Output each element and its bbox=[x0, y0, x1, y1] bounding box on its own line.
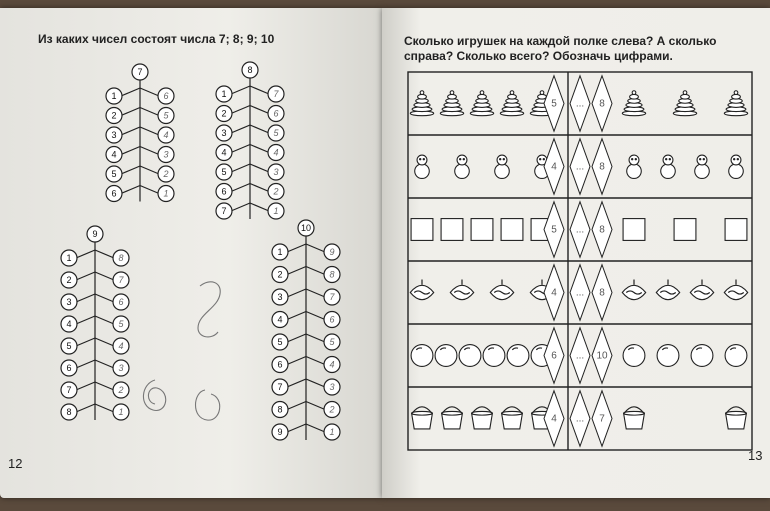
tree-branch-right bbox=[306, 424, 325, 432]
tree-right-number: 8 bbox=[329, 269, 335, 280]
bucket-rim bbox=[442, 411, 463, 415]
tree-right-number: 5 bbox=[273, 128, 279, 139]
tree-left-number: 5 bbox=[66, 341, 72, 352]
tree-left-number: 6 bbox=[221, 186, 227, 197]
tree-top-number: 10 bbox=[300, 223, 312, 234]
tree-right-number: 5 bbox=[118, 319, 124, 330]
bucket-rim bbox=[412, 411, 433, 415]
snowman-head bbox=[731, 155, 741, 165]
cube bbox=[623, 219, 645, 241]
tree-branch-left bbox=[287, 357, 306, 365]
tree-left-number: 1 bbox=[221, 89, 227, 100]
right-page bbox=[382, 8, 770, 498]
tree-left-number: 7 bbox=[221, 206, 227, 217]
answer-left-value: 4 bbox=[551, 413, 557, 425]
tree-branch-right bbox=[250, 203, 269, 211]
tree-branch-right bbox=[140, 108, 159, 116]
tree-branch-right bbox=[95, 360, 114, 368]
pyramid-ring bbox=[418, 94, 427, 99]
answer-left-value: 6 bbox=[551, 350, 557, 362]
answer-middle-value: ... bbox=[575, 161, 585, 173]
tree-branch-right bbox=[250, 125, 269, 133]
snowman-body bbox=[627, 164, 642, 179]
snowman-eye bbox=[737, 158, 739, 160]
right-page-title-line2: справа? Сколько всего? Обозначь цифрами. bbox=[404, 49, 673, 63]
answer-middle-value: ... bbox=[575, 287, 585, 299]
tree-branch-right bbox=[306, 334, 325, 342]
tree-branch-right bbox=[140, 127, 159, 135]
snowman-eye bbox=[665, 158, 667, 160]
tree-right-number: 7 bbox=[329, 292, 335, 303]
snowman-head bbox=[417, 155, 427, 165]
tree-right-number: 6 bbox=[273, 108, 279, 119]
cube bbox=[471, 219, 493, 241]
right-page-title-line1: Сколько игрушек на каждой полке слева? А сколько bbox=[404, 34, 717, 48]
pyramid-tip bbox=[632, 91, 636, 95]
pyramid-tip bbox=[540, 91, 544, 95]
pyramid-ring bbox=[538, 94, 547, 99]
tree-branch-right bbox=[306, 244, 325, 252]
pyramid-tip bbox=[420, 91, 424, 95]
snowman-head bbox=[697, 155, 707, 165]
tree-left-number: 4 bbox=[111, 149, 117, 160]
shelf-row-3 bbox=[411, 202, 747, 257]
tree-branch-right bbox=[250, 164, 269, 172]
answer-right-value: 7 bbox=[599, 413, 605, 425]
tree-branch-right bbox=[306, 289, 325, 297]
tree-right-number: 7 bbox=[273, 89, 279, 100]
cube bbox=[501, 219, 523, 241]
pencil-doodle bbox=[196, 390, 220, 420]
tree-branch-right bbox=[250, 86, 269, 94]
pyramid-tip bbox=[734, 91, 738, 95]
tree-branch-left bbox=[76, 360, 95, 368]
tree-branch-right bbox=[306, 357, 325, 365]
answer-right-value: 10 bbox=[596, 350, 608, 362]
answer-right-value: 8 bbox=[599, 98, 605, 110]
snowman-eye bbox=[669, 158, 671, 160]
tree-branch-left bbox=[231, 86, 250, 94]
tree-branch-left bbox=[287, 267, 306, 275]
cube bbox=[725, 219, 747, 241]
snowman-eye bbox=[503, 158, 505, 160]
snowman-head bbox=[629, 155, 639, 165]
tree-right-number: 4 bbox=[118, 341, 124, 352]
tree-left-number: 4 bbox=[277, 314, 283, 325]
tree-right-number: 3 bbox=[273, 167, 279, 178]
tree-left-number: 9 bbox=[277, 427, 283, 438]
pyramid-ring bbox=[448, 94, 457, 99]
snowman-eye bbox=[635, 158, 637, 160]
tree-left-number: 3 bbox=[66, 297, 72, 308]
snowman-eye bbox=[733, 158, 735, 160]
tree-branch-right bbox=[306, 379, 325, 387]
tree-left-number: 2 bbox=[111, 110, 117, 121]
tree-branch-left bbox=[121, 88, 140, 96]
snowman-body bbox=[695, 164, 710, 179]
tree-branch-left bbox=[231, 164, 250, 172]
tree-branch-left bbox=[231, 203, 250, 211]
tree-branch-right bbox=[140, 88, 159, 96]
snowman-eye bbox=[631, 158, 633, 160]
snowman-head bbox=[497, 155, 507, 165]
tree-left-number: 8 bbox=[277, 404, 283, 415]
snowman-eye bbox=[499, 158, 501, 160]
snowman-body bbox=[729, 164, 744, 179]
number-tree-10 bbox=[272, 220, 340, 440]
tree-branch-left bbox=[287, 379, 306, 387]
tree-branch-right bbox=[140, 147, 159, 155]
tree-left-number: 1 bbox=[111, 91, 117, 102]
tree-branch-left bbox=[76, 250, 95, 258]
tree-branch-left bbox=[76, 382, 95, 390]
tree-right-number: 2 bbox=[273, 186, 279, 197]
tree-right-number: 2 bbox=[329, 404, 335, 415]
tree-right-number: 9 bbox=[329, 247, 335, 258]
tree-branch-right bbox=[140, 186, 159, 194]
tree-branch-left bbox=[231, 106, 250, 114]
tree-left-number: 3 bbox=[221, 128, 227, 139]
tree-left-number: 8 bbox=[66, 407, 72, 418]
shelf-row-1 bbox=[410, 76, 747, 131]
tree-branch-right bbox=[95, 382, 114, 390]
tree-right-number: 1 bbox=[118, 407, 124, 418]
shelf-row-2 bbox=[415, 139, 744, 194]
tree-left-number: 5 bbox=[111, 169, 117, 180]
number-tree-7 bbox=[106, 64, 174, 202]
answer-left-value: 5 bbox=[551, 224, 557, 236]
tree-branch-right bbox=[95, 272, 114, 280]
tree-branch-right bbox=[250, 106, 269, 114]
tree-branch-left bbox=[121, 166, 140, 174]
pyramid-ring bbox=[508, 94, 517, 99]
toy-shelves bbox=[382, 8, 770, 498]
answer-left-value: 4 bbox=[551, 287, 557, 299]
tree-right-number: 5 bbox=[163, 110, 169, 121]
tree-left-number: 6 bbox=[66, 363, 72, 374]
tree-branch-right bbox=[95, 250, 114, 258]
tree-left-number: 2 bbox=[66, 275, 72, 286]
pyramid-tip bbox=[450, 91, 454, 95]
snowman-eye bbox=[459, 158, 461, 160]
tree-right-number: 5 bbox=[329, 337, 335, 348]
tree-left-number: 3 bbox=[277, 292, 283, 303]
tree-branch-left bbox=[231, 184, 250, 192]
left-page-title: Из каких чисел состоят числа 7; 8; 9; 10 bbox=[38, 32, 275, 46]
tree-right-number: 6 bbox=[329, 314, 335, 325]
shelf-row-5 bbox=[411, 328, 747, 383]
cube bbox=[441, 219, 463, 241]
tree-branch-left bbox=[231, 145, 250, 153]
snowman-head bbox=[663, 155, 673, 165]
snowman-eye bbox=[703, 158, 705, 160]
left-page bbox=[0, 8, 382, 498]
snowman-body bbox=[415, 164, 430, 179]
tree-branch-right bbox=[250, 184, 269, 192]
tree-branch-left bbox=[287, 289, 306, 297]
tree-right-number: 2 bbox=[163, 169, 169, 180]
snowman-eye bbox=[543, 158, 545, 160]
tree-branch-right bbox=[306, 312, 325, 320]
pyramid-ring bbox=[681, 94, 690, 99]
answer-left-value: 4 bbox=[551, 161, 557, 173]
tree-right-number: 4 bbox=[163, 130, 169, 141]
tree-branch-left bbox=[287, 334, 306, 342]
tree-branch-right bbox=[250, 145, 269, 153]
tree-top-number: 7 bbox=[137, 67, 143, 78]
tree-left-number: 5 bbox=[277, 337, 283, 348]
pyramid-tip bbox=[480, 91, 484, 95]
snowman-body bbox=[455, 164, 470, 179]
snowman-body bbox=[661, 164, 676, 179]
tree-branch-left bbox=[76, 404, 95, 412]
right-page-number: 13 bbox=[748, 448, 763, 463]
tree-branch-left bbox=[121, 186, 140, 194]
tree-right-number: 6 bbox=[163, 91, 169, 102]
tree-branch-left bbox=[76, 338, 95, 346]
pencil-doodle bbox=[198, 282, 220, 337]
pyramid-ring bbox=[732, 94, 741, 99]
answer-middle-value: ... bbox=[575, 350, 585, 362]
tree-branch-left bbox=[287, 312, 306, 320]
tree-branch-left bbox=[287, 244, 306, 252]
shelf-row-4 bbox=[410, 265, 747, 320]
answer-right-value: 8 bbox=[599, 287, 605, 299]
tree-left-number: 2 bbox=[277, 269, 283, 280]
tree-left-number: 6 bbox=[111, 188, 117, 199]
snowman-head bbox=[457, 155, 467, 165]
tree-branch-right bbox=[306, 267, 325, 275]
number-tree-8 bbox=[216, 62, 284, 219]
pyramid-ring bbox=[630, 94, 639, 99]
tree-branch-left bbox=[76, 294, 95, 302]
tree-right-number: 3 bbox=[329, 382, 335, 393]
tree-branch-right bbox=[95, 316, 114, 324]
answer-middle-value: ... bbox=[575, 413, 585, 425]
tree-branch-right bbox=[95, 404, 114, 412]
tree-branch-right bbox=[95, 294, 114, 302]
number-tree-9 bbox=[61, 226, 129, 420]
tree-branch-right bbox=[140, 166, 159, 174]
tree-left-number: 2 bbox=[221, 108, 227, 119]
tree-right-number: 7 bbox=[118, 275, 124, 286]
tree-branch-left bbox=[121, 108, 140, 116]
tree-left-number: 7 bbox=[66, 385, 72, 396]
tree-right-number: 1 bbox=[273, 206, 279, 217]
bucket-rim bbox=[472, 411, 493, 415]
tree-left-number: 4 bbox=[221, 147, 227, 158]
tree-top-number: 8 bbox=[247, 65, 253, 76]
pencil-doodle bbox=[143, 380, 165, 410]
pyramid-tip bbox=[510, 91, 514, 95]
tree-right-number: 1 bbox=[163, 188, 169, 199]
tree-branch-left bbox=[121, 127, 140, 135]
bucket-rim bbox=[726, 411, 747, 415]
snowman-body bbox=[495, 164, 510, 179]
tree-branch-left bbox=[121, 147, 140, 155]
cube bbox=[674, 219, 696, 241]
tree-left-number: 4 bbox=[66, 319, 72, 330]
pyramid-tip bbox=[683, 91, 687, 95]
answer-middle-value: ... bbox=[575, 224, 585, 236]
tree-left-number: 3 bbox=[111, 130, 117, 141]
tree-left-number: 5 bbox=[221, 167, 227, 178]
tree-right-number: 3 bbox=[163, 149, 169, 160]
bucket-rim bbox=[502, 411, 523, 415]
tree-branch-left bbox=[76, 272, 95, 280]
tree-left-number: 1 bbox=[277, 247, 283, 258]
pyramid-ring bbox=[478, 94, 487, 99]
answer-left-value: 5 bbox=[551, 98, 557, 110]
snowman-eye bbox=[463, 158, 465, 160]
tree-top-number: 9 bbox=[92, 229, 98, 240]
tree-right-number: 4 bbox=[273, 147, 279, 158]
answer-right-value: 8 bbox=[599, 161, 605, 173]
bucket-rim bbox=[624, 411, 645, 415]
tree-right-number: 8 bbox=[118, 253, 124, 264]
left-page-number: 12 bbox=[8, 456, 23, 471]
tree-right-number: 2 bbox=[118, 385, 124, 396]
number-trees bbox=[0, 8, 382, 498]
snowman-eye bbox=[699, 158, 701, 160]
answer-right-value: 8 bbox=[599, 224, 605, 236]
tree-branch-left bbox=[287, 424, 306, 432]
tree-right-number: 6 bbox=[118, 297, 124, 308]
tree-branch-left bbox=[287, 402, 306, 410]
tree-right-number: 1 bbox=[329, 427, 335, 438]
snowman-eye bbox=[539, 158, 541, 160]
cube bbox=[411, 219, 433, 241]
tree-branch-left bbox=[76, 316, 95, 324]
shelf-row-6 bbox=[412, 391, 747, 446]
tree-left-number: 6 bbox=[277, 359, 283, 370]
tree-left-number: 1 bbox=[66, 253, 72, 264]
tree-right-number: 3 bbox=[118, 363, 124, 374]
tree-branch-right bbox=[306, 402, 325, 410]
tree-right-number: 4 bbox=[329, 359, 335, 370]
snowman-eye bbox=[423, 158, 425, 160]
tree-left-number: 7 bbox=[277, 382, 283, 393]
answer-middle-value: ... bbox=[575, 98, 585, 110]
tree-branch-right bbox=[95, 338, 114, 346]
tree-branch-left bbox=[231, 125, 250, 133]
snowman-eye bbox=[419, 158, 421, 160]
